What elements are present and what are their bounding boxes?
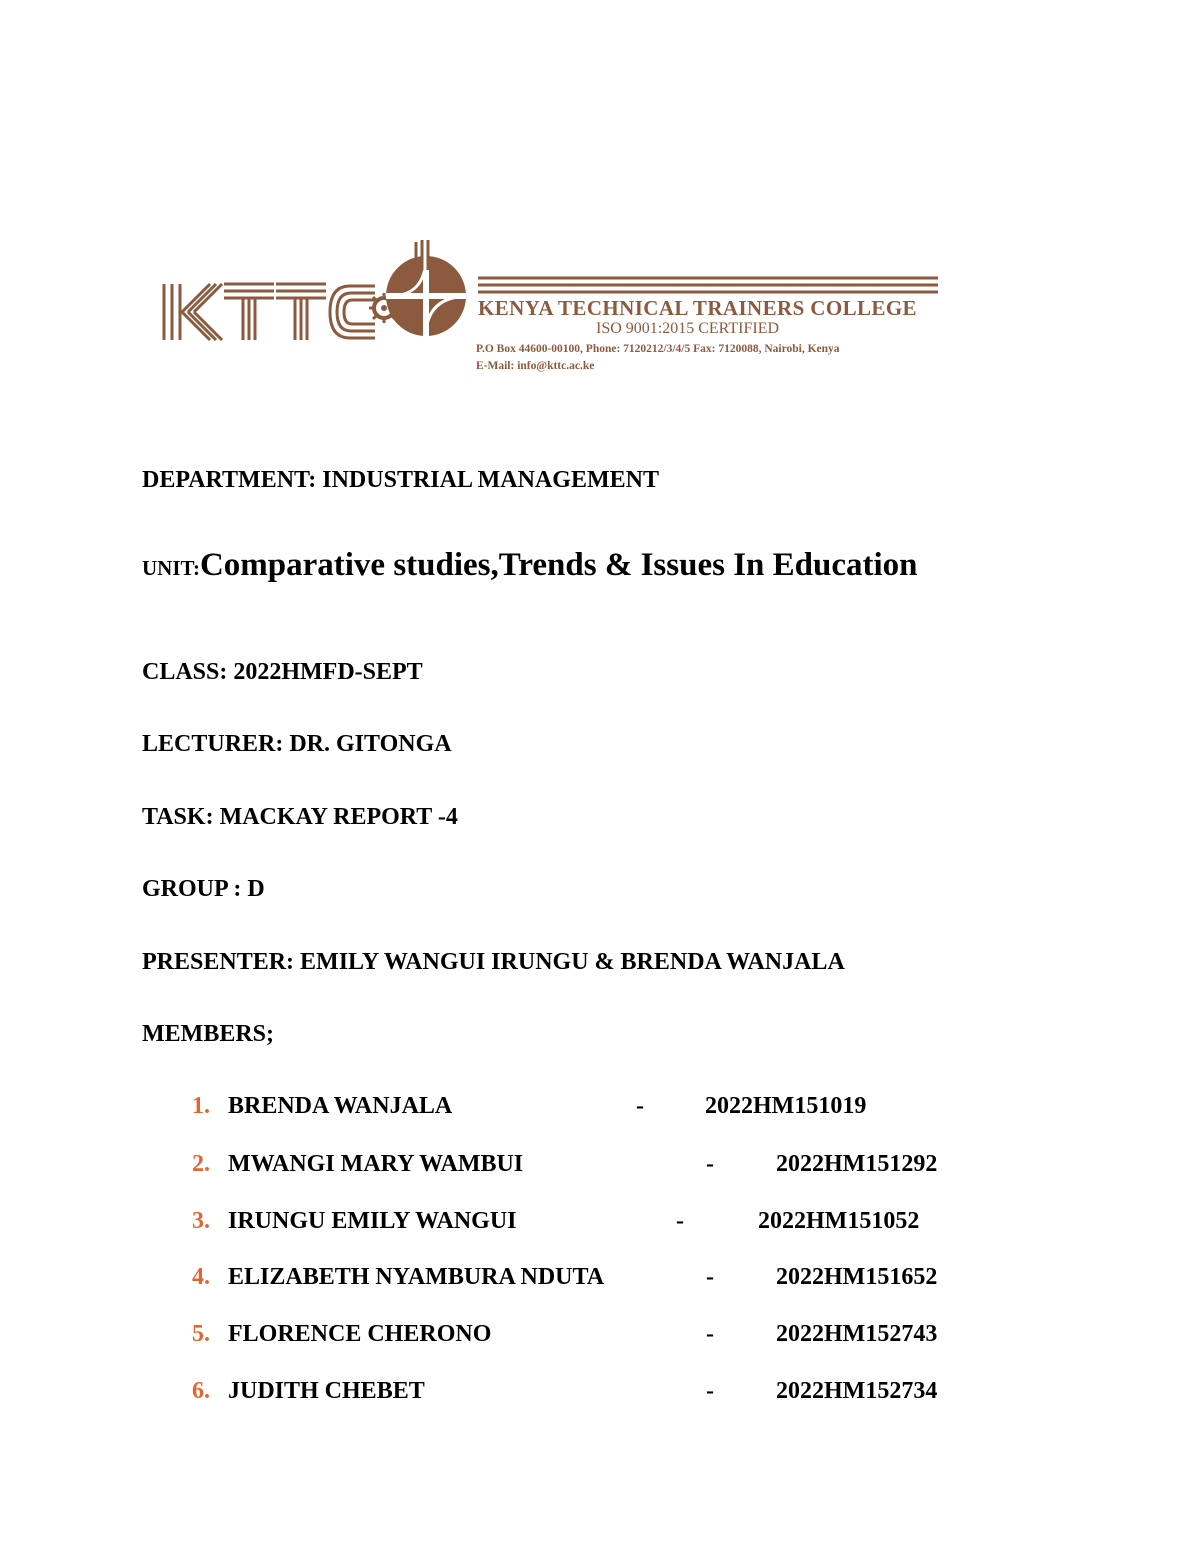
member-name: MWANGI MARY WAMBUI [228,1151,524,1177]
list-item [192,1321,992,1361]
iso-certification: ISO 9001:2015 CERTIFIED [596,320,780,337]
task: TASK: MACKAY REPORT -4 [142,804,458,830]
member-id: 2022HM152743 [776,1321,938,1347]
unit-title: Comparative studies,Trends & Issues In Education [199,547,918,583]
list-number: 1. [192,1093,210,1119]
group: GROUP : D [142,876,265,902]
list-item [192,1093,992,1133]
list-number: 5. [192,1321,210,1347]
list-item [192,1264,992,1304]
list-item [192,1151,992,1191]
separator-dash: - [676,1208,684,1234]
list-item [192,1378,992,1418]
member-name: ELIZABETH NYAMBURA NDUTA [228,1264,605,1290]
separator-dash: - [706,1264,714,1290]
class: CLASS: 2022HMFD-SEPT [142,659,423,685]
member-id: 2022HM151652 [776,1264,938,1290]
member-name: JUDITH CHEBET [228,1378,425,1404]
unit-label: UNIT: [142,556,200,580]
members-heading: MEMBERS; [142,1021,274,1047]
list-number: 6. [192,1378,210,1404]
member-id: 2022HM151292 [776,1151,938,1177]
member-id: 2022HM151019 [705,1093,867,1119]
list-number: 4. [192,1264,210,1290]
member-id: 2022HM152734 [776,1378,938,1404]
member-id: 2022HM151052 [758,1208,920,1234]
presenter: PRESENTER: EMILY WANGUI IRUNGU & BRENDA WANJALA [142,949,845,975]
list-item [192,1208,992,1248]
lecturer: LECTURER: DR. GITONGA [142,731,452,757]
college-name: KENYA TECHNICAL TRAINERS COLLEGE [478,296,917,320]
separator-dash: - [636,1093,644,1119]
department: DEPARTMENT: INDUSTRIAL MANAGEMENT [142,467,659,493]
college-address: P.O Box 44600-00100, Phone: 7120212/3/4/5 Fax: 7120088, Nairobi, Kenya [476,343,840,355]
member-name: FLORENCE CHERONO [228,1321,492,1347]
unit [142,543,1042,593]
college-email: E-Mail: info@kttc.ac.ke [476,360,595,372]
separator-dash: - [706,1321,714,1347]
list-number: 2. [192,1151,210,1177]
separator-dash: - [706,1378,714,1404]
member-name: BRENDA WANJALA [228,1093,453,1119]
letterhead [160,236,942,386]
member-name: IRUNGU EMILY WANGUI [228,1208,517,1234]
list-number: 3. [192,1208,210,1234]
separator-dash: - [706,1151,714,1177]
